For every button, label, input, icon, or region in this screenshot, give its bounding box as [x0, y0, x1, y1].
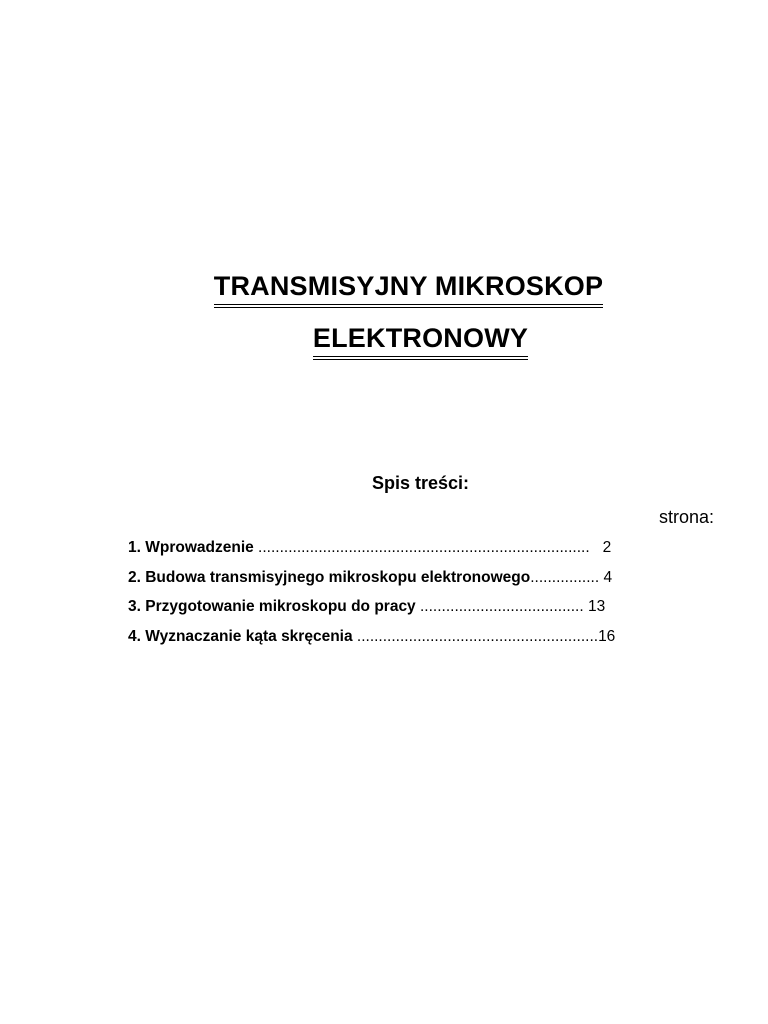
document-title-text-1: TRANSMISYJNY MIKROSKOP [214, 270, 603, 308]
toc-entry [128, 538, 704, 568]
toc-entry [128, 568, 704, 598]
toc-page-column-label: strona: [658, 507, 714, 527]
toc-entry [128, 627, 704, 657]
toc-entry-title: 4. Wyznaczanie kąta skręcenia [128, 627, 353, 645]
toc-entry-title: 1. Wprowadzenie [128, 539, 254, 556]
table-of-contents [128, 538, 704, 656]
document-title-line-1 [0, 270, 768, 308]
document-title-line-2 [0, 322, 768, 360]
toc-entry [128, 597, 704, 627]
toc-entry-page: 13 [583, 598, 606, 615]
toc-entry-page: 16 [598, 627, 616, 645]
toc-entry-title: 3. Przygotowanie mikroskopu do pracy [128, 598, 416, 615]
toc-heading-text: Spis treści: [371, 473, 470, 493]
toc-entry-page: 4 [599, 568, 613, 586]
toc-entry-leader: ...................................... [415, 598, 584, 615]
toc-entry-leader: ........................................................ [352, 627, 599, 645]
toc-entry-leader: ................ [530, 568, 600, 586]
toc-entry-page: 2 [589, 539, 612, 556]
toc-entry-leader: ............................................................................. [253, 539, 590, 556]
toc-heading [0, 472, 768, 494]
document-title-text-2: ELEKTRONOWY [313, 322, 528, 360]
toc-entry-title: 2. Budowa transmisyjnego mikroskopu elektronowego [128, 568, 531, 586]
